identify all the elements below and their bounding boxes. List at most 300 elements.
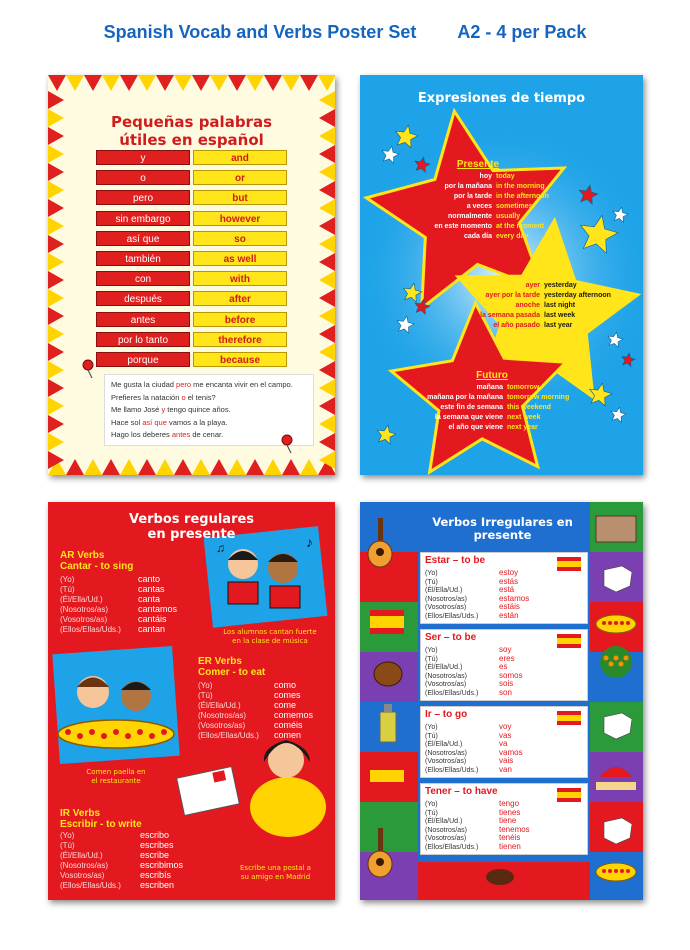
bunting-flag: [246, 75, 264, 91]
bunting-flag: [48, 325, 64, 343]
spain-flag-icon: [370, 764, 404, 788]
small-star-icon: [396, 125, 418, 148]
bunting-flag: [264, 459, 282, 475]
example-sentence: [111, 429, 307, 442]
verb-heading: Escribir - to write: [60, 819, 142, 830]
verb-form: comes: [274, 690, 301, 700]
verb-form: tengo: [499, 799, 520, 808]
bunting-flag: [48, 379, 64, 397]
spain-flag-icon: [557, 634, 581, 648]
section-heading: Pasado: [527, 271, 563, 282]
verb-heading: Comer - to eat: [198, 667, 266, 678]
spanish-word: después: [96, 291, 190, 306]
verb-form: estoy: [499, 568, 519, 577]
word-pair-row: [96, 211, 306, 226]
sentence-text: vamos a la playa.: [166, 417, 228, 427]
bunting-flag: [319, 235, 335, 253]
expression-row: [360, 291, 643, 301]
expression-row: [360, 383, 643, 393]
bunting-flag: [319, 361, 335, 379]
postcard-icon: [177, 767, 240, 816]
verb-form: estáis: [499, 602, 520, 612]
verb-heading: Ir – to go: [425, 709, 468, 720]
bunting-flag: [228, 75, 246, 91]
bunting-flag: [210, 75, 228, 91]
spanish-word: y: [96, 150, 190, 165]
paella-icon: [596, 863, 636, 881]
bunting-flag: [102, 459, 120, 475]
english-expression: every day: [496, 233, 529, 240]
bull-icon: [486, 869, 514, 885]
orange-tree-icon: [600, 646, 632, 678]
expression-row: [360, 202, 643, 212]
spanish-expression: mañana: [476, 384, 503, 391]
verb-form: voy: [499, 722, 512, 731]
expression-row: [360, 403, 643, 413]
spanish-expression: el año que viene: [448, 424, 503, 431]
highlighted-word: y: [161, 405, 166, 414]
pronoun: (Tú): [425, 655, 438, 663]
word-pair-row: [96, 170, 306, 185]
bunting-flag: [319, 379, 335, 397]
pronoun: (Vosotros/as): [425, 681, 467, 689]
music-note-icon: ♪: [306, 534, 313, 550]
poster-title-line-2: presente: [473, 528, 532, 542]
small-star-icon: [382, 146, 399, 163]
english-expression: next week: [507, 414, 541, 421]
bunting-flag: [84, 75, 102, 91]
bunting-flag: [319, 433, 335, 451]
pronoun: (Vosotros/as): [425, 604, 467, 612]
english-word: so: [193, 231, 287, 246]
example-sentence: [111, 392, 307, 405]
sentence-text: Hace sol: [111, 417, 143, 427]
bunting-flag: [319, 415, 335, 433]
pronoun: (Él/Ella/Ud.): [425, 587, 463, 595]
pronoun: (Vosotros/as): [60, 615, 108, 624]
bunting-flag: [319, 289, 335, 307]
english-expression: last night: [544, 302, 576, 309]
spain-flag-icon: [370, 610, 404, 634]
verb-form: canto: [138, 574, 161, 584]
pronoun: (Ellos/Ellas/Uds.): [425, 767, 479, 774]
verb-group-heading: AR Verbs: [60, 550, 105, 561]
verb-group-heading: ER Verbs: [198, 656, 242, 667]
english-expression: tomorrow: [507, 384, 540, 391]
verb-form: eres: [499, 653, 515, 663]
sentence-text: me encanta vivir en el campo.: [191, 380, 293, 389]
expression-row: [360, 423, 643, 433]
bunting-flag: [48, 163, 64, 181]
pronoun: (Yo): [425, 724, 438, 731]
english-word: as well: [193, 251, 287, 266]
highlighted-word: así que: [142, 417, 167, 427]
bunting-flag: [66, 75, 84, 91]
bunting-flag: [319, 397, 335, 415]
word-pair-row: [96, 190, 306, 205]
bunting-flag: [48, 75, 66, 91]
pronoun: (Nosotros/as): [60, 605, 109, 614]
poster-title-line-1: Verbos regulares: [128, 512, 255, 527]
expression-row: [360, 182, 643, 192]
pronoun: (Nosotros/as): [425, 672, 468, 680]
pronoun: (Yo): [198, 681, 213, 690]
poster-title: [48, 512, 335, 542]
bunting-flag: [48, 91, 64, 109]
bunting-flag: [319, 307, 335, 325]
example-sentence: [111, 379, 307, 392]
highlighted-word: pero: [176, 380, 192, 389]
sentence-text: de cenar.: [190, 430, 224, 439]
bunting-flag: [318, 75, 335, 91]
poster-set-title: Spanish Vocab and Verbs Poster Set: [103, 22, 417, 42]
verb-form: es: [499, 662, 508, 672]
poster-regular-verbs: [48, 502, 335, 900]
verb-form: come: [274, 700, 297, 710]
bunting-flag: [282, 75, 300, 91]
caption-line: en la clase de música: [232, 637, 308, 645]
english-expression: tomorrow morning: [507, 394, 570, 401]
sentence-text: Prefieres la natación: [111, 392, 182, 402]
pronoun: (Él/Ella/Ud.): [60, 595, 103, 604]
word-pair-row: [96, 251, 306, 266]
spanish-word: antes: [96, 312, 190, 327]
page-title: [0, 22, 690, 43]
spanish-expression: ayer: [525, 282, 540, 289]
bunting-flag: [300, 459, 318, 475]
pronoun: (Vosotros/as): [425, 758, 467, 766]
example-sentence: [111, 417, 307, 430]
caption-line: su amigo en Madrid: [240, 873, 311, 881]
pronoun: (Nosotros/as): [198, 711, 247, 720]
pronoun: (Él/Ella/Ud.): [425, 818, 463, 826]
poster-title-line-2: en presente: [147, 527, 236, 542]
english-word: before: [193, 312, 287, 327]
verb-form: van: [499, 765, 512, 774]
spanish-expression: la semana que viene: [434, 414, 503, 421]
pronoun: (Nosotros/as): [425, 826, 468, 834]
english-expression: at the moment: [496, 223, 544, 230]
conjugation-row: [60, 624, 165, 635]
pronoun: (Ellos/Ellas/Uds.): [198, 731, 259, 740]
poster-title-line-1: Pequeñas palabras: [110, 113, 272, 131]
spanish-expression: mañana por la mañana: [427, 394, 503, 401]
bunting-flag: [264, 75, 282, 91]
english-expression: in the afternoon: [496, 193, 549, 200]
pronoun: (Yo): [425, 570, 438, 577]
spanish-word: también: [96, 251, 190, 266]
spanish-expression: a veces: [466, 203, 492, 210]
expression-row: [360, 172, 643, 182]
verb-form: va: [499, 739, 508, 749]
expression-row: [360, 393, 643, 403]
spanish-expression: este fin de semana: [440, 404, 503, 411]
verb-table: [420, 629, 588, 701]
spanish-word: porque: [96, 352, 190, 367]
bunting-flag: [48, 217, 64, 235]
spanish-expression: por la tarde: [453, 193, 492, 200]
bunting-flag: [246, 459, 264, 475]
verb-form: estás: [499, 576, 519, 586]
spanish-word: con: [96, 271, 190, 286]
verb-form: tienes: [499, 807, 521, 817]
english-expression: last year: [544, 322, 573, 329]
bunting-flag: [156, 75, 174, 91]
pronoun: (Vosotros/as): [198, 721, 246, 730]
english-expression: last week: [544, 312, 576, 319]
pronoun: (Él/Ella/Ud.): [60, 851, 103, 860]
word-pair-row: [96, 332, 306, 347]
english-expression: usually: [496, 213, 521, 220]
verb-heading: Cantar - to sing: [60, 561, 134, 572]
expression-row: [360, 232, 643, 242]
bunting-flag: [48, 433, 64, 451]
bunting-flag: [102, 75, 120, 91]
bunting-flag: [48, 361, 64, 379]
bunting-flag: [319, 271, 335, 289]
pronoun: (Tú): [425, 809, 438, 817]
verb-form: escribo: [140, 830, 170, 840]
bunting-flag: [156, 459, 174, 475]
bunting-flag: [48, 307, 64, 325]
verb-group-heading: IR Verbs: [60, 808, 101, 819]
verb-form: escribimos: [140, 860, 184, 870]
verb-form: escriben: [140, 880, 175, 890]
illustration-caption: [210, 628, 330, 646]
poster-title: [420, 516, 585, 542]
verb-form: vas: [499, 730, 512, 740]
spain-flag-icon: [557, 557, 581, 571]
english-word: or: [193, 170, 287, 185]
bunting-flag: [174, 459, 192, 475]
verb-form: como: [274, 680, 297, 690]
bunting-flag: [319, 199, 335, 217]
spanish-expression: ayer por la tarde: [485, 292, 540, 299]
sentence-text: Hago los deberes: [111, 430, 172, 439]
sentence-text: Me llamo José: [111, 405, 162, 414]
word-pair-row: [96, 352, 306, 367]
building-icon: [596, 516, 636, 542]
english-word: and: [193, 150, 287, 165]
caption-line: Los alumnos cantan fuerte: [223, 628, 317, 636]
verb-table: [420, 706, 588, 778]
spanish-expression: cada día: [463, 233, 492, 240]
verb-form: canta: [138, 594, 161, 604]
verb-form: cantamos: [138, 604, 178, 614]
expression-row: [360, 281, 643, 291]
verb-form: cantas: [138, 584, 165, 594]
verb-form: cantan: [138, 624, 166, 634]
bunting-flag: [48, 271, 64, 289]
pronoun: (Ellos/Ellas/Uds.): [425, 690, 479, 697]
bunting-flag: [48, 199, 64, 217]
poster-title: Expresiones de tiempo: [417, 91, 586, 106]
pronoun: (Nosotros/as): [425, 595, 468, 603]
pronoun: (Tú): [425, 578, 438, 586]
bunting-flag: [282, 459, 300, 475]
verb-form: vamos: [499, 747, 523, 757]
caption-line: Comen paella en: [86, 768, 146, 776]
sentence-text: el tenis?: [185, 392, 216, 402]
highlighted-word: o: [181, 392, 186, 402]
bunting-flag: [120, 459, 138, 475]
bunting-flag: [138, 459, 156, 475]
word-pair-row: [96, 271, 306, 286]
english-expression: yesterday afternoon: [544, 292, 611, 299]
poster-time-expressions: [360, 75, 643, 475]
bunting-flag: [84, 459, 102, 475]
caption-line: el restaurante: [91, 777, 141, 785]
pronoun: (Él/Ella/Ud.): [425, 664, 463, 672]
songbook-icon: [228, 582, 258, 604]
english-expression: sometimes: [496, 203, 533, 210]
pronoun: (Tú): [60, 585, 75, 594]
pronoun: (Nosotros/as): [425, 749, 468, 757]
pronoun: (Ellos/Ellas/Uds.): [60, 625, 121, 634]
pronoun: (Él/Ella/Ud.): [198, 701, 241, 710]
spanish-expression: por la mañana: [444, 183, 492, 190]
spanish-word: o: [96, 170, 190, 185]
spanish-expression: la semana pasada: [480, 312, 540, 319]
pronoun: (Ellos/Ellas/Uds.): [425, 613, 479, 620]
verb-form: soy: [499, 645, 512, 654]
conjugation-row: [198, 730, 301, 741]
bunting-flag: [319, 217, 335, 235]
bunting-flag: [319, 163, 335, 181]
bunting-flag: [66, 459, 84, 475]
verb-heading: Tener – to have: [425, 786, 498, 797]
bunting-flag: [48, 253, 64, 271]
highlighted-word: antes: [171, 430, 191, 439]
bunting-flag: [319, 325, 335, 343]
poster-title-line-1: Verbos Irregulares en: [432, 515, 573, 529]
pronoun: (Tú): [60, 841, 75, 850]
verb-form: son: [499, 688, 512, 697]
girl-illustration: [250, 777, 326, 837]
bunting-flag: [300, 75, 318, 91]
expression-row: [360, 192, 643, 202]
spanish-word: pero: [96, 190, 190, 205]
conjugation-row: [425, 689, 512, 699]
verb-form: tenéis: [499, 833, 521, 843]
english-word: therefore: [193, 332, 287, 347]
pronoun: (Yo): [425, 801, 438, 808]
verb-form: vais: [499, 756, 514, 766]
bunting-flag: [174, 75, 192, 91]
songbook-icon: [270, 586, 300, 608]
english-word: but: [193, 190, 287, 205]
sentence-text: tengo quince años.: [165, 405, 231, 414]
conjugation-row: [425, 843, 521, 853]
english-expression: this weekend: [507, 404, 551, 411]
poster-irregular-verbs: [360, 502, 643, 900]
pronoun: (Yo): [60, 831, 75, 840]
word-pair-row: [96, 231, 306, 246]
spain-flag-icon: [557, 788, 581, 802]
bunting-flag: [138, 75, 156, 91]
bunting-flag: [48, 415, 64, 433]
bunting-flag: [48, 181, 64, 199]
spanish-expression: hoy: [479, 173, 492, 180]
verb-form: tienen: [499, 842, 521, 851]
spanish-word: por lo tanto: [96, 332, 190, 347]
verb-form: somos: [499, 670, 523, 680]
pronoun: (Ellos/Ellas/Uds.): [425, 844, 479, 851]
verb-table: [420, 552, 588, 624]
illustration-caption: [56, 768, 176, 786]
spanish-expression: normalmente: [448, 213, 492, 220]
pronoun: (Tú): [425, 732, 438, 740]
spanish-word: sin embargo: [96, 211, 190, 226]
verb-form: comen: [274, 730, 302, 740]
bunting-flag: [192, 459, 210, 475]
spanish-word: así que: [96, 231, 190, 246]
bunting-flag: [48, 343, 64, 361]
pronoun: (Nosotros/as): [60, 861, 109, 870]
english-expression: next year: [507, 424, 538, 431]
castanets-icon: [374, 662, 402, 686]
verb-form: están: [499, 611, 519, 620]
example-sentence: [111, 404, 307, 417]
verb-form: escribís: [140, 870, 172, 880]
english-expression: yesterday: [544, 282, 577, 289]
expression-row: [360, 222, 643, 232]
english-expression: today: [496, 173, 515, 180]
spanish-expression: el año pasado: [493, 322, 540, 329]
poster-useful-words: [48, 75, 335, 475]
pronoun: Vosotros/as): [60, 871, 105, 880]
bunting-flag: [192, 75, 210, 91]
pronoun: (Yo): [60, 575, 75, 584]
verb-form: sois: [499, 679, 514, 689]
english-word: with: [193, 271, 287, 286]
spanish-expression: en este momento: [434, 223, 492, 230]
bunting-flag: [48, 235, 64, 253]
pronoun: (Tú): [198, 691, 213, 700]
expression-row: [360, 321, 643, 331]
sentence-text: Me gusta la ciudad: [111, 380, 177, 389]
english-word: however: [193, 211, 287, 226]
english-expression: in the morning: [496, 183, 545, 190]
verb-table: [420, 783, 588, 855]
music-note-icon: ♫: [216, 541, 225, 555]
bunting-flag: [120, 75, 138, 91]
bunting-flag: [48, 397, 64, 415]
section-heading: Presente: [456, 159, 500, 170]
illustration-caption: [218, 864, 333, 882]
verb-form: tenemos: [499, 824, 530, 834]
bunting-flag: [210, 459, 228, 475]
word-pair-row: [96, 312, 306, 327]
spain-flag-icon: [557, 711, 581, 725]
conjugation-row: [425, 612, 519, 622]
conjugation-row: [425, 766, 512, 776]
verb-heading: Ser – to be: [425, 632, 477, 643]
bunting-flag: [319, 253, 335, 271]
pronoun: (Ellos/Ellas/Uds.): [60, 881, 121, 890]
expression-row: [360, 311, 643, 321]
bunting-flag: [228, 459, 246, 475]
english-word: because: [193, 352, 287, 367]
verb-form: estamos: [499, 593, 530, 603]
verb-heading: Estar – to be: [425, 555, 486, 566]
bunting-flag: [319, 91, 335, 109]
word-pair-row: [96, 150, 306, 165]
spanish-expression: anoche: [515, 302, 540, 309]
expression-row: [360, 212, 643, 222]
conjugation-row: [60, 880, 174, 891]
verb-form: escribes: [140, 840, 174, 850]
